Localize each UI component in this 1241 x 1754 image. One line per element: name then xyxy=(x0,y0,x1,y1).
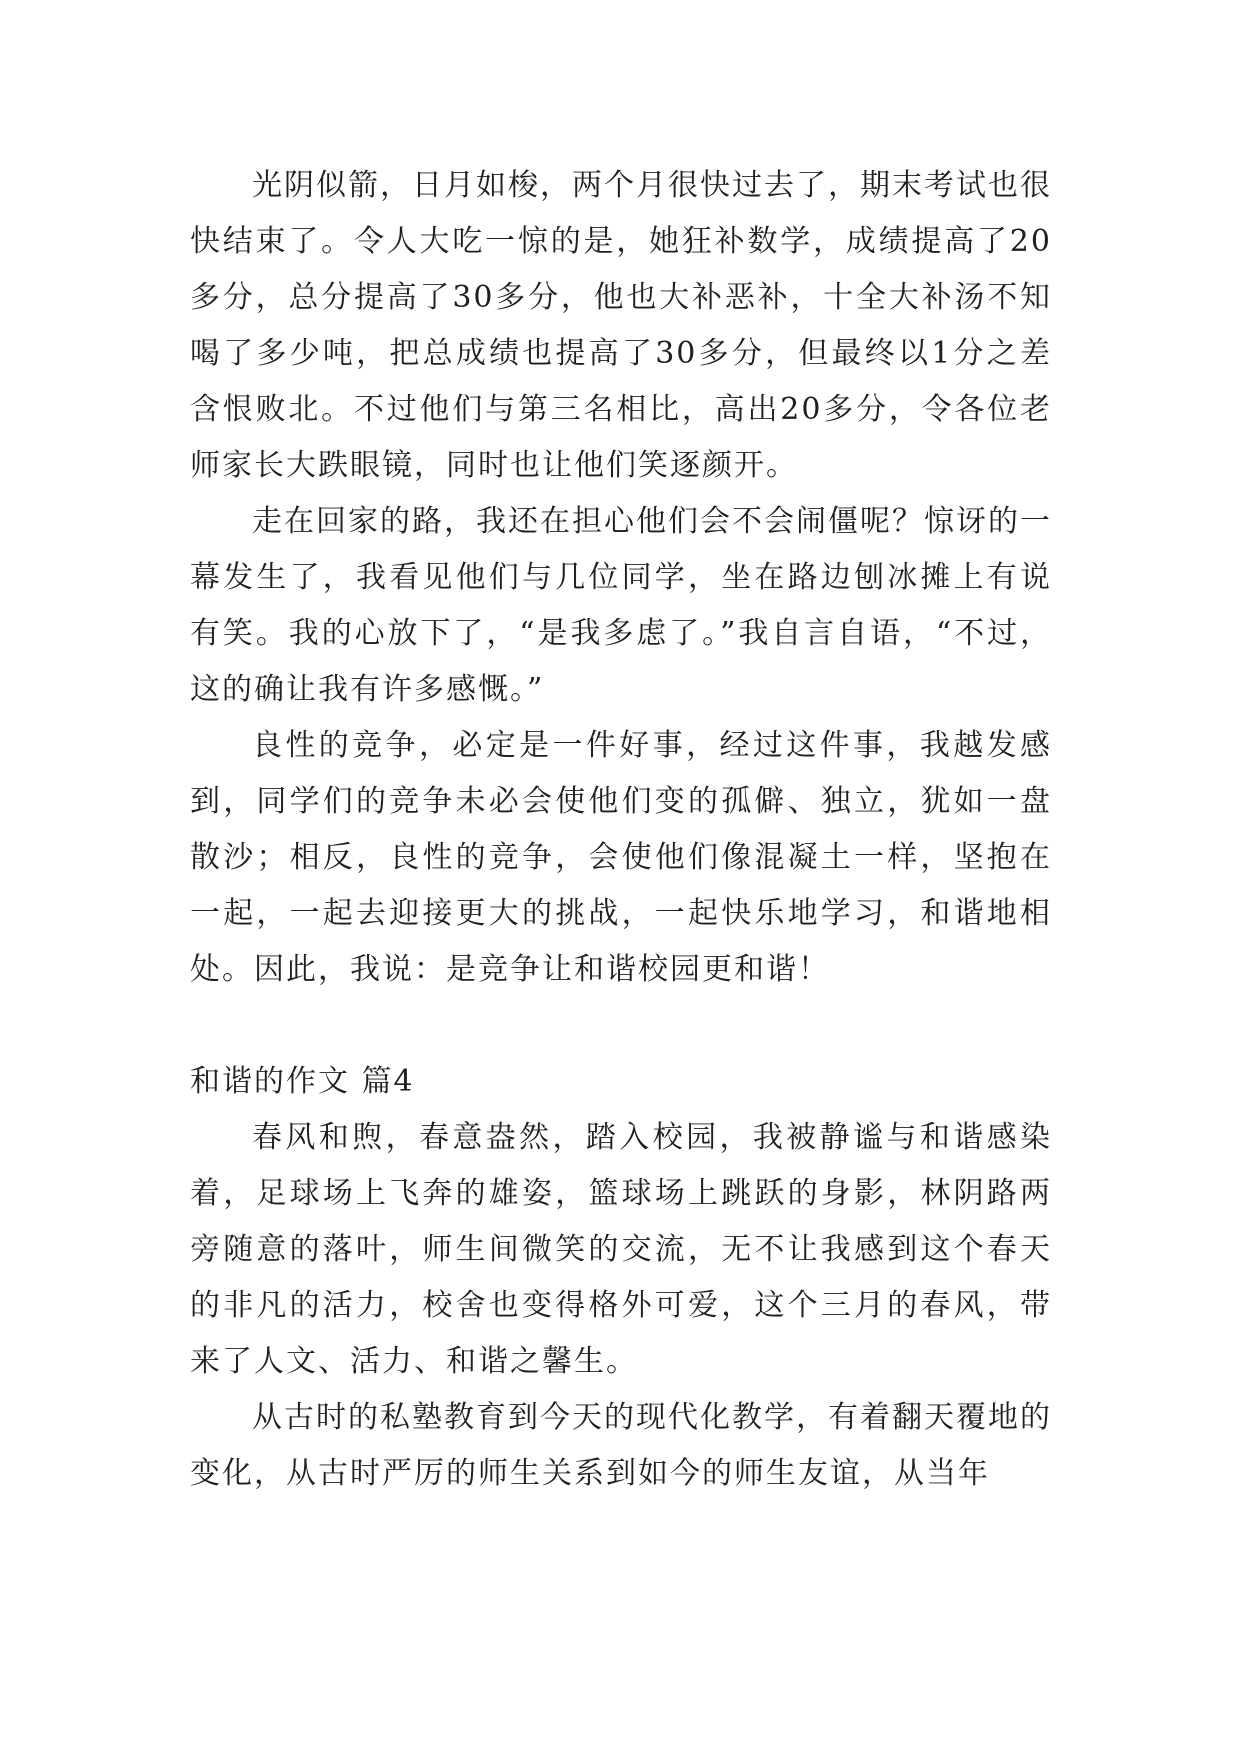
section-heading: 和谐的作文 篇4 xyxy=(190,1064,415,1099)
section-spacer xyxy=(190,998,1052,1054)
paragraph-spring-campus: 春风和煦，春意盎然，踏入校园，我被静谧与和谐感染着，足球场上飞奔的雄姿，篮球场上跳跃的身影，林阴路两旁随意的落叶，师生间微笑的交流，无不让我感到这个春天的非凡的活力，校舍也变得格外可爱，这个三月的春风，带来了人文、活力、和谐之馨生。 xyxy=(190,1120,1052,1379)
paragraph-walk-home: 走在回家的路，我还在担心他们会不会闹僵呢？惊讶的一幕发生了，我看见他们与几位同学，坐在路边刨冰摊上有说有笑。我的心放下了，“是我多虑了。”我自言自语，“不过，这的确让我有许多感慨。” xyxy=(190,504,1052,707)
paragraph-education-change: 从古时的私塾教育到今天的现代化教学，有着翻天覆地的变化，从古时严厉的师生关系到如今的师生友谊，从当年 xyxy=(190,1400,1052,1491)
paragraph-exam-results: 光阴似箭，日月如梭，两个月很快过去了，期末考试也很快结束了。令人大吃一惊的是，她狂补数学，成绩提高了20多分，总分提高了30多分，他也大补恶补，十全大补汤不知喝了多少吨，把总成绩也提高了30多分，但最终以1分之差含恨败北。不过他们与第三名相比，高出20多分，令各位老师家长大跌眼镜，同时也让他们笑逐颜开。 xyxy=(190,168,1052,483)
document-body xyxy=(190,158,1052,1502)
paragraph-competition-conclusion: 良性的竞争，必定是一件好事，经过这件事，我越发感到，同学们的竞争未必会使他们变的孤僻、独立，犹如一盘散沙；相反，良性的竞争，会使他们像混凝土一样，坚抱在一起，一起去迎接更大的挑战，一起快乐地学习，和谐地相处。因此，我说：是竞争让和谐校园更和谐！ xyxy=(190,728,1052,987)
